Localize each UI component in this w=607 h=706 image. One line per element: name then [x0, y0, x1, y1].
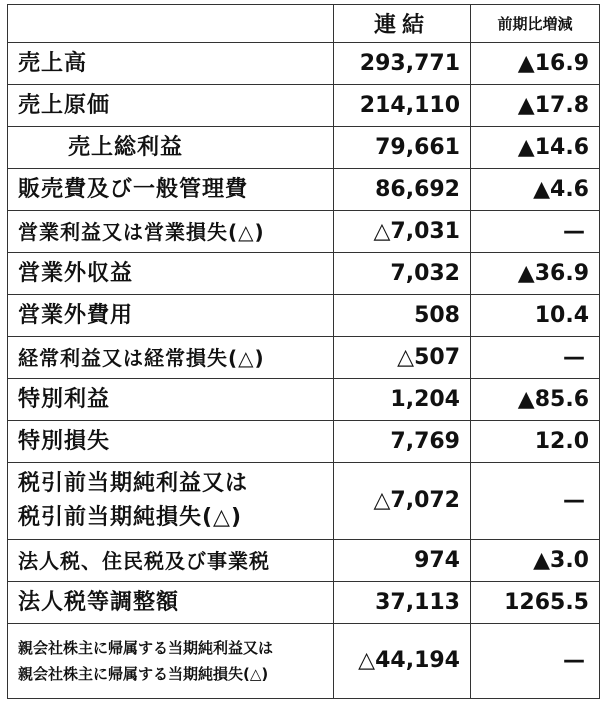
table-row	[8, 43, 600, 85]
row-change: ▲14.6	[471, 127, 600, 169]
row-change: 1265.5	[471, 582, 600, 624]
row-change: ▲85.6	[471, 379, 600, 421]
row-change: —	[471, 624, 600, 699]
table-row	[8, 379, 600, 421]
row-label: 営業利益又は営業損失(△)	[8, 211, 334, 253]
row-label: 法人税、住民税及び事業税	[8, 540, 334, 582]
row-change: —	[471, 211, 600, 253]
row-label: 売上高	[8, 43, 334, 85]
row-value: 293,771	[334, 43, 471, 85]
row-label-line2: 親会社株主に帰属する当期純損失(△)	[18, 665, 269, 683]
row-change: ▲4.6	[471, 169, 600, 211]
row-value: △44,194	[334, 624, 471, 699]
table-row	[8, 85, 600, 127]
row-value: 7,769	[334, 421, 471, 463]
row-value: △507	[334, 337, 471, 379]
row-label	[8, 624, 334, 699]
row-change: 10.4	[471, 295, 600, 337]
row-value: 7,032	[334, 253, 471, 295]
financial-table-container	[7, 4, 600, 699]
row-change: ▲36.9	[471, 253, 600, 295]
row-value: 214,110	[334, 85, 471, 127]
row-label	[8, 463, 334, 540]
row-value: 79,661	[334, 127, 471, 169]
row-label: 売上総利益	[8, 127, 334, 169]
table-row	[8, 540, 600, 582]
row-value: 86,692	[334, 169, 471, 211]
row-change: 12.0	[471, 421, 600, 463]
income-statement-table	[7, 4, 600, 699]
row-label: 販売費及び一般管理費	[8, 169, 334, 211]
row-change: ▲17.8	[471, 85, 600, 127]
row-value: 1,204	[334, 379, 471, 421]
table-row	[8, 211, 600, 253]
row-value: △7,031	[334, 211, 471, 253]
row-value: △7,072	[334, 463, 471, 540]
row-label-line1: 親会社株主に帰属する当期純利益又は	[18, 639, 274, 657]
table-row	[8, 127, 600, 169]
row-change: ▲3.0	[471, 540, 600, 582]
header-blank-cell	[8, 5, 334, 43]
row-label-line1: 税引前当期純利益又は	[18, 471, 249, 496]
row-label: 経常利益又は経常損失(△)	[8, 337, 334, 379]
table-row	[8, 463, 600, 540]
row-value: 37,113	[334, 582, 471, 624]
header-consolidated: 連結	[334, 5, 471, 43]
table-row	[8, 421, 600, 463]
table-row	[8, 295, 600, 337]
row-label: 特別利益	[8, 379, 334, 421]
row-label: 営業外収益	[8, 253, 334, 295]
row-change: —	[471, 337, 600, 379]
table-row	[8, 253, 600, 295]
row-label: 特別損失	[8, 421, 334, 463]
row-label: 営業外費用	[8, 295, 334, 337]
row-change: —	[471, 463, 600, 540]
row-change: ▲16.9	[471, 43, 600, 85]
table-row	[8, 169, 600, 211]
table-row	[8, 582, 600, 624]
table-row	[8, 624, 600, 699]
row-label: 法人税等調整額	[8, 582, 334, 624]
row-label: 売上原価	[8, 85, 334, 127]
row-label-line2: 税引前当期純損失(△)	[18, 505, 243, 530]
table-row	[8, 337, 600, 379]
header-yoy-change: 前期比増減	[471, 5, 600, 43]
row-value: 974	[334, 540, 471, 582]
row-value: 508	[334, 295, 471, 337]
header-row	[8, 5, 600, 43]
